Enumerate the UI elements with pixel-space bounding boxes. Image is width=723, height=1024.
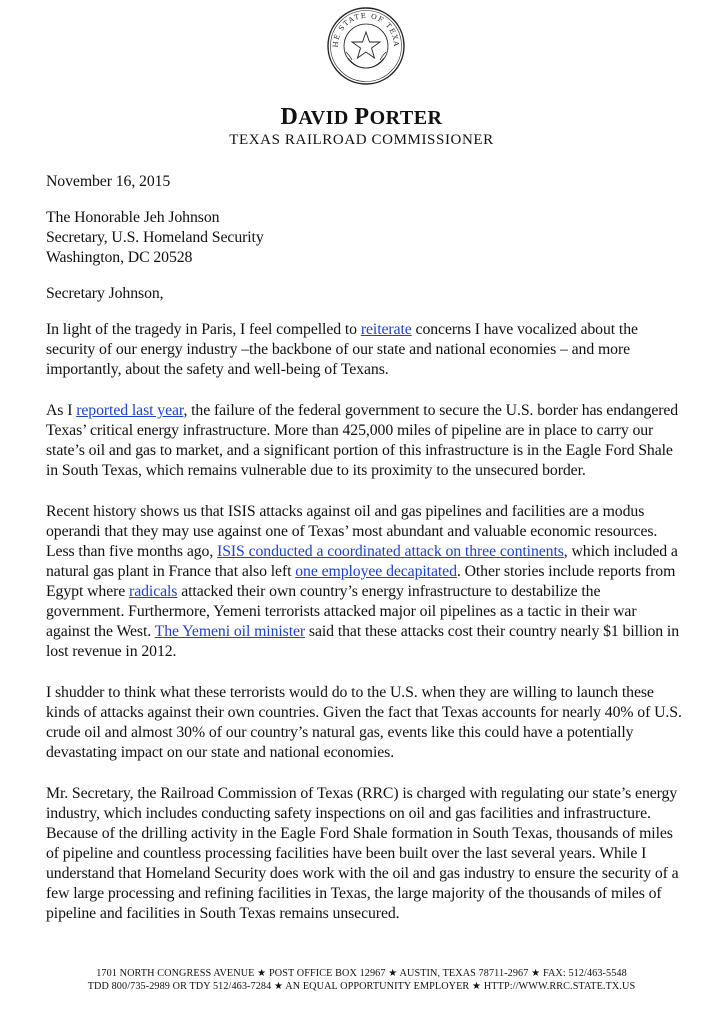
reported-last-year-link[interactable]: reported last year <box>76 402 184 419</box>
radicals-link[interactable]: radicals <box>129 583 178 600</box>
paragraph-3: Recent history shows us that ISIS attacks against oil and gas pipelines and facilities are a modus operandi that they may use against one of Texas’ most abundant and valuable economic resources. Less than five months ago, ISIS conducted a coordinated attack on three continents, which included a natural gas plant in France that also left one employee decapitated. Other stories include reports from Egypt where radicals attacked their own country’s energy infrastructure to destabilize the government. Furthermore, Yemeni terrorists attacked major oil pipelines as a tactic in their war against the West. The Yemeni oil minister said that these attacks cost their country nearly $1 billion in lost revenue in 2012. <box>46 503 680 660</box>
reiterate-link[interactable]: reiterate <box>360 321 412 338</box>
letter-date: November 16, 2015 <box>46 173 171 190</box>
author-name: DAVID PORTER <box>280 104 443 130</box>
paragraph-4: I shudder to think what these terrorists would do to the U.S. when they are willing to launch these kinds of attacks against their own countries. Given the fact that Texas accounts for nearly 40% of U.S. crude oil and almost 30% of our country’s natural gas, events like this could have a potentially devastating impact on our state and national economies. <box>46 684 682 761</box>
recipient-address: The Honorable Jeh Johnson Secretary, U.S. Homeland Security Washington, DC 20528 <box>46 209 264 266</box>
author-title: TEXAS RAILROAD COMMISSIONER <box>229 132 494 148</box>
footer-contact-line: TDD 800/735-2989 OR TDY 512/463-7284 ★ AN EQUAL OPPORTUNITY EMPLOYER ★ HTTP://WWW.RRC.STATE.TX.US <box>87 981 636 992</box>
salutation: Secretary Johnson, <box>46 285 164 302</box>
paragraph-2: As I reported last year, the failure of the federal government to secure the U.S. border has endangered Texas’ critical energy infrastructure. More than 425,000 miles of pipeline are in place to carry our state’s oil and gas to market, and a significant portion of this infrastructure is in the Eagle Ford Shale in South Texas, which remains vulnerable due to its proximity to the unsecured border. <box>46 402 679 479</box>
paragraph-1: In light of the tragedy in Paris, I feel compelled to reiterate concerns I have vocalized about the security of our energy industry –the backbone of our state and national economies – and more importantly, about the safety and well-being of Texans. <box>46 321 638 378</box>
yemeni-oil-minister-link[interactable]: The Yemeni oil minister <box>154 623 306 640</box>
paragraph-5: Mr. Secretary, the Railroad Commission of Texas (RRC) is charged with regulating our state’s energy industry, which includes conducting safety inspections on oil and gas facilities and infrastructure. Because of the drilling activity in the Eagle Ford Shale formation in South Texas, thousands of miles of pipeline and countless processing facilities have been built over the last several years. While I understand that Homeland Security does work with the oil and gas industry to ensure the security of a few large processing and refining facilities in Texas, the large majority of the thousands of miles of pipeline and facilities in South Texas remains unsecured. <box>46 785 679 922</box>
seal-text: HE STATE OF TEXA <box>331 11 401 48</box>
isis-attack-link[interactable]: ISIS conducted a coordinated attack on three continents <box>217 543 564 560</box>
letter-body <box>46 172 682 945</box>
employee-decapitated-link[interactable]: one employee decapitated <box>295 563 457 580</box>
footer-address-line: 1701 NORTH CONGRESS AVENUE ★ POST OFFICE BOX 12967 ★ AUSTIN, TEXAS 78711-2967 ★ FAX: 512/463-5548 <box>96 968 627 979</box>
texas-state-seal <box>326 6 406 86</box>
letterhead-footer <box>0 967 723 993</box>
